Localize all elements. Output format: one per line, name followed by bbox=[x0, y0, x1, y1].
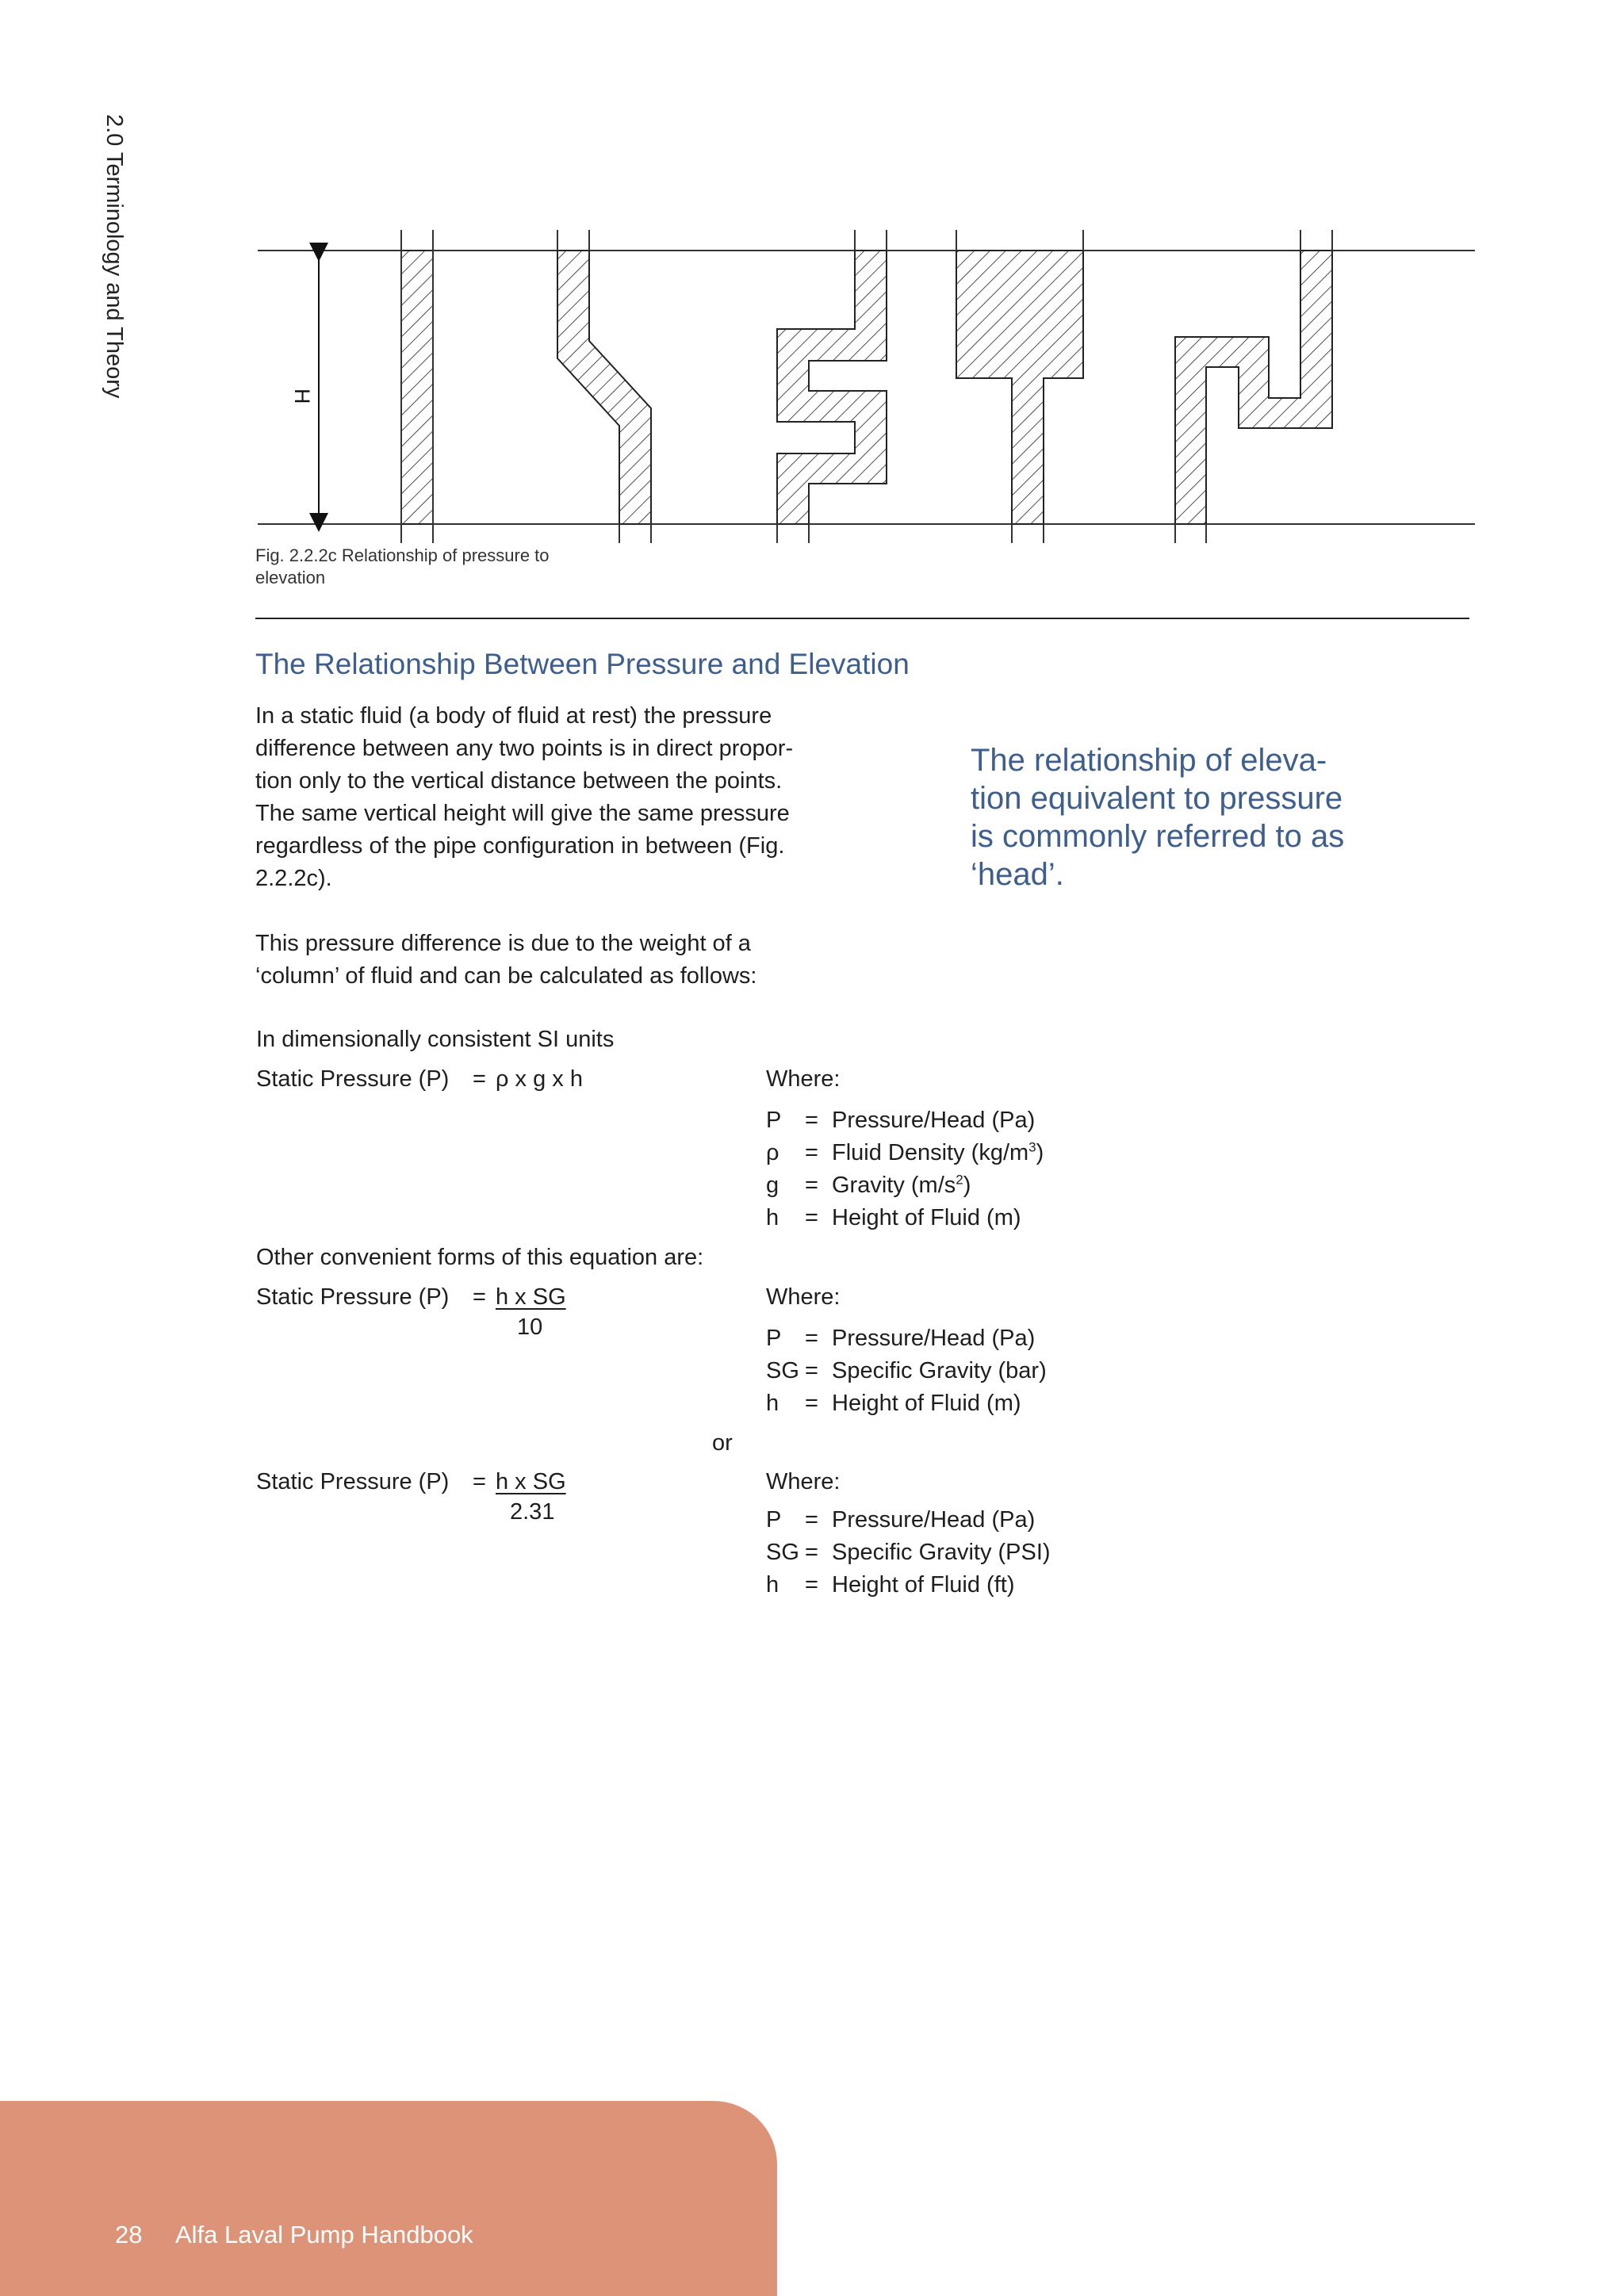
definition-description bbox=[832, 1137, 1044, 1169]
paragraph-2 bbox=[255, 928, 858, 993]
eq3-where: Where: bbox=[766, 1469, 841, 1494]
definition-description bbox=[832, 1569, 1014, 1601]
definition-description bbox=[832, 1104, 1035, 1137]
definition-symbol: h bbox=[766, 1572, 779, 1598]
definition-equals: = bbox=[805, 1108, 818, 1133]
pressure-elevation-figure bbox=[0, 0, 1624, 555]
definition-text: Height of Fluid (m) bbox=[832, 1391, 1021, 1416]
text-line: 2.2.2c). bbox=[255, 866, 332, 891]
or-separator: or bbox=[712, 1430, 733, 1456]
text-line: ‘column’ of fluid and can be calculated as follows: bbox=[255, 963, 757, 989]
text-line: difference between any two points is in direct propor- bbox=[255, 736, 794, 761]
definition-symbol: h bbox=[766, 1391, 779, 1416]
pull-quote-line: ‘head’. bbox=[971, 857, 1064, 892]
book-title: Alfa Laval Pump Handbook bbox=[175, 2221, 473, 2248]
definition-equals: = bbox=[805, 1507, 818, 1533]
definition-text: Height of Fluid (m) bbox=[832, 1205, 1021, 1230]
eq3-denominator: 2.31 bbox=[510, 1499, 555, 1525]
definition-text: Pressure/Head (Pa) bbox=[832, 1108, 1036, 1133]
caption-line: Fig. 2.2.2c Relationship of pressure to bbox=[255, 545, 550, 565]
eq2-numerator: h x SG bbox=[496, 1284, 566, 1310]
eq1-lhs: Static Pressure (P) bbox=[256, 1066, 450, 1092]
definition-equals: = bbox=[805, 1140, 818, 1165]
definition-text: Fluid Density (kg/m bbox=[832, 1140, 1029, 1165]
definition-text: Height of Fluid (ft) bbox=[832, 1572, 1015, 1598]
text-line: tion only to the vertical distance between the points. bbox=[255, 768, 783, 794]
page-number: 28 bbox=[115, 2221, 143, 2248]
pipe-tank bbox=[956, 230, 1083, 543]
definition-description bbox=[832, 1387, 1021, 1420]
definition-description bbox=[832, 1202, 1021, 1234]
definition-symbol: g bbox=[766, 1173, 779, 1198]
definition-exponent: 3 bbox=[1028, 1139, 1036, 1155]
caption-line: elevation bbox=[255, 568, 326, 587]
eq1-rhs: ρ x g x h bbox=[496, 1066, 583, 1092]
pull-quote-line: is commonly referred to as bbox=[971, 819, 1345, 854]
eq3-numerator: h x SG bbox=[496, 1469, 566, 1494]
pipe-zigzag bbox=[777, 230, 887, 543]
eq1-where: Where: bbox=[766, 1066, 841, 1092]
definition-symbol: P bbox=[766, 1507, 782, 1533]
definition-description bbox=[832, 1355, 1047, 1387]
text-line: The same vertical height will give the same pressure bbox=[255, 801, 790, 826]
definition-symbol: h bbox=[766, 1205, 779, 1230]
definition-equals: = bbox=[805, 1358, 818, 1383]
pipe-loop bbox=[1175, 230, 1332, 543]
eq3-equals: = bbox=[473, 1469, 486, 1494]
eq2-where: Where: bbox=[766, 1284, 841, 1310]
pipe-straight bbox=[401, 230, 433, 543]
definition-text: Specific Gravity (bar) bbox=[832, 1358, 1047, 1383]
si-units-intro: In dimensionally consistent SI units bbox=[256, 1027, 615, 1052]
definition-equals: = bbox=[805, 1205, 818, 1230]
definition-equals: = bbox=[805, 1572, 818, 1598]
text-line: regardless of the pipe configuration in between (Fig. bbox=[255, 833, 785, 859]
definition-tail: ) bbox=[1036, 1140, 1044, 1165]
section-heading: The Relationship Between Pressure and Elevation bbox=[255, 648, 910, 680]
text-line: This pressure difference is due to the weight of a bbox=[255, 931, 751, 956]
definition-equals: = bbox=[805, 1391, 818, 1416]
definition-text: Specific Gravity (PSI) bbox=[832, 1540, 1051, 1565]
definition-tail: ) bbox=[963, 1173, 971, 1198]
eq2-lhs: Static Pressure (P) bbox=[256, 1284, 450, 1310]
definition-exponent: 2 bbox=[956, 1172, 963, 1188]
height-label: H bbox=[290, 388, 314, 404]
definition-symbol: P bbox=[766, 1108, 782, 1133]
pipe-offset bbox=[557, 230, 651, 543]
definition-symbol: SG bbox=[766, 1540, 799, 1565]
figure-caption bbox=[255, 545, 604, 589]
definition-equals: = bbox=[805, 1326, 818, 1351]
definition-symbol: ρ bbox=[766, 1140, 779, 1165]
eq2-denominator: 10 bbox=[517, 1314, 543, 1340]
paragraph-1 bbox=[255, 700, 858, 895]
definition-text: Pressure/Head (Pa) bbox=[832, 1326, 1036, 1351]
other-forms-intro: Other convenient forms of this equation are: bbox=[256, 1245, 704, 1270]
definition-description bbox=[832, 1536, 1051, 1569]
definition-symbol: SG bbox=[766, 1358, 799, 1383]
eq3-lhs: Static Pressure (P) bbox=[256, 1469, 450, 1494]
definition-description bbox=[832, 1322, 1035, 1355]
section-divider bbox=[255, 618, 1469, 619]
eq2-equals: = bbox=[473, 1284, 486, 1310]
pull-quote-line: tion equivalent to pressure bbox=[971, 781, 1343, 816]
pull-quote-line: The relationship of eleva- bbox=[971, 743, 1327, 778]
definition-text: Pressure/Head (Pa) bbox=[832, 1507, 1036, 1533]
definition-description bbox=[832, 1504, 1035, 1536]
eq1-equals: = bbox=[473, 1066, 486, 1092]
definition-description bbox=[832, 1169, 971, 1202]
definition-text: Gravity (m/s bbox=[832, 1173, 956, 1198]
definition-equals: = bbox=[805, 1173, 818, 1198]
pull-quote bbox=[971, 741, 1415, 894]
text-line: In a static fluid (a body of fluid at rest) the pressure bbox=[255, 703, 772, 729]
footer-band bbox=[0, 2101, 777, 2296]
section-label: 2.0 Terminology and Theory bbox=[102, 114, 127, 399]
definition-symbol: P bbox=[766, 1326, 782, 1351]
definition-equals: = bbox=[805, 1540, 818, 1565]
